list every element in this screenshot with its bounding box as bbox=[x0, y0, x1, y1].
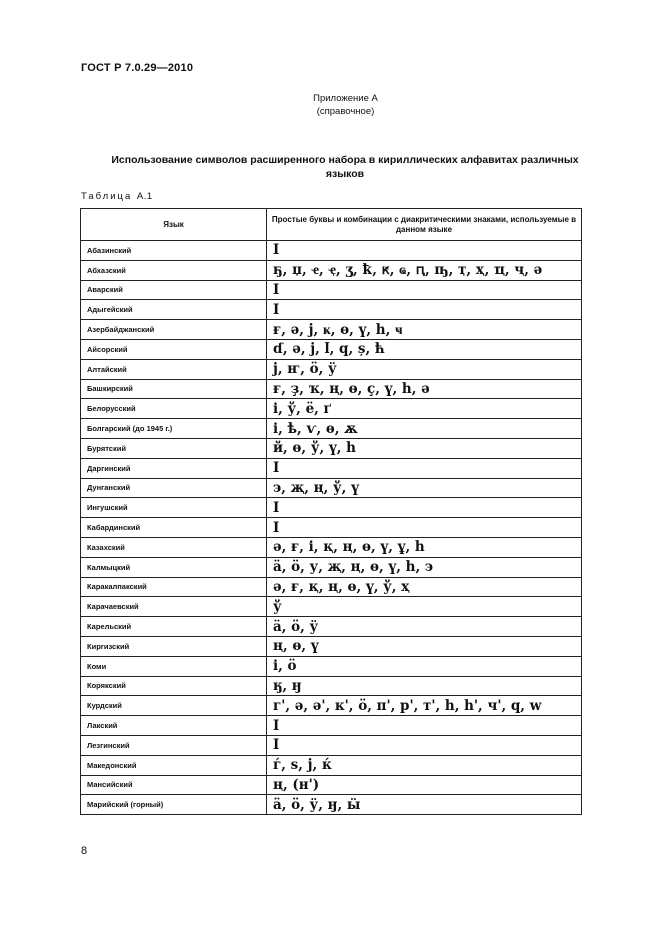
header-language: Язык bbox=[81, 209, 267, 241]
language-cell: Башкирский bbox=[81, 379, 267, 399]
symbols-cell: й, ө, ў, ү, һ bbox=[267, 438, 582, 458]
symbols-cell: г', ә, ә', к', ӧ, п', р', т', һ, һ', ч', q, w bbox=[267, 696, 582, 716]
language-cell: Бурятский bbox=[81, 438, 267, 458]
symbols-cell: ӄ, ӈ bbox=[267, 676, 582, 696]
document-code: ГОСТ Р 7.0.29—2010 bbox=[81, 62, 194, 74]
table-row bbox=[81, 518, 582, 538]
language-cell: Даргинский bbox=[81, 458, 267, 478]
character-table-container bbox=[80, 208, 581, 815]
language-cell: Абазинский bbox=[81, 241, 267, 261]
symbols-cell: Ӏ bbox=[267, 498, 582, 518]
language-cell: Киргизский bbox=[81, 636, 267, 656]
table-row bbox=[81, 676, 582, 696]
table-row bbox=[81, 379, 582, 399]
language-cell: Ингушский bbox=[81, 498, 267, 518]
table-row bbox=[81, 557, 582, 577]
symbols-cell: Ӏ bbox=[267, 518, 582, 538]
language-cell: Абхазский bbox=[81, 260, 267, 280]
table-row bbox=[81, 320, 582, 340]
symbols-cell: ӓ, ӧ, у, җ, ң, ө, ү, һ, э bbox=[267, 557, 582, 577]
table-body bbox=[81, 241, 582, 815]
symbols-cell: Ӏ bbox=[267, 280, 582, 300]
table-row bbox=[81, 339, 582, 359]
appendix-subtitle: (справочное) bbox=[316, 106, 375, 117]
language-cell: Корякский bbox=[81, 676, 267, 696]
appendix-heading bbox=[0, 92, 661, 118]
table-row bbox=[81, 498, 582, 518]
symbols-cell: і, ӧ bbox=[267, 656, 582, 676]
language-cell: Карельский bbox=[81, 617, 267, 637]
language-cell: Лакский bbox=[81, 716, 267, 736]
language-cell: Аварский bbox=[81, 280, 267, 300]
table-row bbox=[81, 716, 582, 736]
language-cell: Карачаевский bbox=[81, 597, 267, 617]
language-cell: Македонский bbox=[81, 755, 267, 775]
table-row bbox=[81, 696, 582, 716]
language-cell: Марийский (горный) bbox=[81, 795, 267, 815]
table-row bbox=[81, 775, 582, 795]
table-caption-number: А.1 bbox=[136, 191, 153, 202]
table-row bbox=[81, 399, 582, 419]
language-cell: Казахский bbox=[81, 537, 267, 557]
language-cell: Лезгинский bbox=[81, 735, 267, 755]
table-row bbox=[81, 280, 582, 300]
table-row bbox=[81, 241, 582, 261]
symbols-cell: і, ѣ, ѵ, ѳ, ѫ bbox=[267, 419, 582, 439]
language-cell: Алтайский bbox=[81, 359, 267, 379]
language-cell: Белорусский bbox=[81, 399, 267, 419]
symbols-cell: і, ў, ё, ґ bbox=[267, 399, 582, 419]
symbols-cell: Ӏ bbox=[267, 458, 582, 478]
section-title: Использование символов расширенного набора в кириллических алфавитах различных языков bbox=[111, 154, 579, 180]
table-row bbox=[81, 795, 582, 815]
table-row bbox=[81, 260, 582, 280]
symbols-cell: Ӏ bbox=[267, 300, 582, 320]
language-cell: Айсорский bbox=[81, 339, 267, 359]
table-row bbox=[81, 617, 582, 637]
symbols-cell: ғ, ә, ј, ҝ, ө, ү, һ, ҹ bbox=[267, 320, 582, 340]
table-row bbox=[81, 656, 582, 676]
symbols-cell: Ӏ bbox=[267, 241, 582, 261]
symbols-cell: ә, ғ, і, қ, ң, ө, ү, ұ, һ bbox=[267, 537, 582, 557]
language-cell: Коми bbox=[81, 656, 267, 676]
symbols-cell: ә, ғ, қ, ң, ө, ү, ў, ҳ bbox=[267, 577, 582, 597]
table-row bbox=[81, 537, 582, 557]
symbols-cell: ң, (н') bbox=[267, 775, 582, 795]
language-cell: Калмыцкий bbox=[81, 557, 267, 577]
symbols-cell: э, җ, ң, ў, ү bbox=[267, 478, 582, 498]
symbols-cell: ѓ, ѕ, ј, ќ bbox=[267, 755, 582, 775]
symbols-cell: ў bbox=[267, 597, 582, 617]
table-header-row bbox=[81, 209, 582, 241]
appendix-title: Приложение А bbox=[313, 93, 378, 104]
symbols-cell: ј, ҥ, ӧ, ӱ bbox=[267, 359, 582, 379]
symbols-cell: ɗ, ә, ј, ӏ, q, ș, ћ bbox=[267, 339, 582, 359]
language-cell: Курдский bbox=[81, 696, 267, 716]
table-row bbox=[81, 458, 582, 478]
table-caption bbox=[81, 191, 153, 202]
character-table bbox=[80, 208, 582, 815]
language-cell: Кабардинский bbox=[81, 518, 267, 538]
page-number: 8 bbox=[81, 845, 88, 857]
table-row bbox=[81, 577, 582, 597]
symbols-cell: ғ, ҙ, ҡ, ң, ө, ҫ, ү, һ, ә bbox=[267, 379, 582, 399]
symbols-cell: Ӏ bbox=[267, 716, 582, 736]
table-row bbox=[81, 419, 582, 439]
language-cell: Дунганский bbox=[81, 478, 267, 498]
header-symbols: Простые буквы и комбинации с диакритическими знаками, используемые в данном языке bbox=[267, 209, 582, 241]
language-cell: Каракалпакский bbox=[81, 577, 267, 597]
language-cell: Мансийский bbox=[81, 775, 267, 795]
table-row bbox=[81, 636, 582, 656]
language-cell: Болгарский (до 1945 г.) bbox=[81, 419, 267, 439]
table-row bbox=[81, 597, 582, 617]
symbols-cell: ӓ, ӧ, ӱ bbox=[267, 617, 582, 637]
language-cell: Азербайджанский bbox=[81, 320, 267, 340]
symbols-cell: Ӏ bbox=[267, 735, 582, 755]
table-row bbox=[81, 735, 582, 755]
symbols-cell: ӓ, ӧ, ӱ, ӈ, ӹ bbox=[267, 795, 582, 815]
table-row bbox=[81, 755, 582, 775]
symbols-cell: ң, ө, ү bbox=[267, 636, 582, 656]
table-row bbox=[81, 478, 582, 498]
table-row bbox=[81, 300, 582, 320]
table-caption-label: Таблица bbox=[81, 191, 133, 202]
language-cell: Адыгейский bbox=[81, 300, 267, 320]
table-row bbox=[81, 438, 582, 458]
symbols-cell: ҕ, џ, ҽ, ҿ, ӡ, ҟ, ԟ, ҩ, ԥ, ҧ, ҭ, ҳ, ҵ, ҷ, ә bbox=[267, 260, 582, 280]
table-row bbox=[81, 359, 582, 379]
